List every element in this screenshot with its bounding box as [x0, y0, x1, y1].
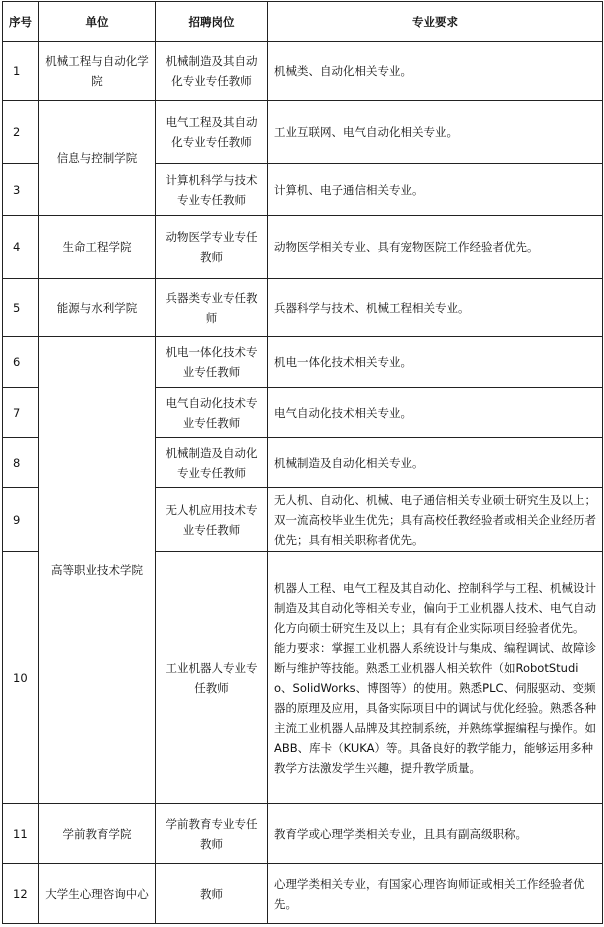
row-no: 12 — [3, 864, 39, 924]
header-requirements: 专业要求 — [268, 2, 603, 42]
table-row — [3, 804, 603, 864]
unit-cell: 生命工程学院 — [39, 216, 156, 279]
unit-cell: 能源与水利学院 — [39, 279, 156, 337]
row-no: 10 — [3, 552, 39, 804]
table-row — [3, 42, 603, 101]
unit-cell: 高等职业技术学院 — [39, 337, 156, 804]
row-no: 5 — [3, 279, 39, 337]
table-row — [3, 101, 603, 164]
post-cell: 机电一体化技术专业专任教师 — [156, 337, 268, 388]
requirement-cell: 机电一体化技术相关专业。 — [268, 337, 603, 388]
unit-cell: 信息与控制学院 — [39, 101, 156, 216]
row-no: 1 — [3, 42, 39, 101]
unit-cell: 机械工程与自动化学院 — [39, 42, 156, 101]
post-cell: 电气自动化技术专业专任教师 — [156, 388, 268, 438]
row-no: 2 — [3, 101, 39, 164]
post-cell: 工业机器人专业专任教师 — [156, 552, 268, 804]
row-no: 3 — [3, 164, 39, 216]
row-no: 11 — [3, 804, 39, 864]
requirement-cell: 无人机、自动化、机械、电子通信相关专业硕士研究生及以上；双一流高校毕业生优先；具有高校任教经验者或相关企业经历者优先；具有相关职称者优先。 — [268, 488, 603, 552]
post-cell: 动物医学专业专任教师 — [156, 216, 268, 279]
unit-cell: 大学生心理咨询中心 — [39, 864, 156, 924]
row-no: 8 — [3, 438, 39, 488]
table-row — [3, 279, 603, 337]
header-post: 招聘岗位 — [156, 2, 268, 42]
row-no: 4 — [3, 216, 39, 279]
row-no: 9 — [3, 488, 39, 552]
unit-cell: 学前教育学院 — [39, 804, 156, 864]
recruitment-table — [2, 1, 603, 924]
requirement-cell: 动物医学相关专业、具有宠物医院工作经验者优先。 — [268, 216, 603, 279]
requirement-cell: 教育学或心理学类相关专业，且具有副高级职称。 — [268, 804, 603, 864]
requirement-cell: 机械类、自动化相关专业。 — [268, 42, 603, 101]
table-row — [3, 864, 603, 924]
requirement-cell: 兵器科学与技术、机械工程相关专业。 — [268, 279, 603, 337]
requirement-cell: 电气自动化技术相关专业。 — [268, 388, 603, 438]
header-no: 序号 — [3, 2, 39, 42]
header-unit: 单位 — [39, 2, 156, 42]
post-cell: 电气工程及其自动化专业专任教师 — [156, 101, 268, 164]
post-cell: 兵器类专业专任教师 — [156, 279, 268, 337]
requirement-paragraph: 机器人工程、电气工程及其自动化、控制科学与工程、机械设计制造及其自动化等相关专业，偏向于工业机器人技术、电气自动化方向硕士研究生及以上；具有有企业实际项目经验者优先。 — [274, 580, 596, 635]
row-no: 6 — [3, 337, 39, 388]
requirement-cell: 计算机、电子通信相关专业。 — [268, 164, 603, 216]
post-cell: 学前教育专业专任教师 — [156, 804, 268, 864]
post-cell: 机械制造及自动化专业专任教师 — [156, 438, 268, 488]
requirement-cell: 工业互联网、电气自动化相关专业。 — [268, 101, 603, 164]
post-cell: 教师 — [156, 864, 268, 924]
ability-requirement-paragraph: 能力要求：掌握工业机器人系统设计与集成、编程调试、故障诊断与维护等技能。熟悉工业机器人相关软件（如RobotStudio、SolidWorks、博图等）的使用。熟悉PLC、伺服驱动、变频器的原理及应用，具备实际项目中的调试与优化经验。熟悉各种主流工业机器人品牌及其控制系统，并熟练掌握编程与操作。如ABB、库卡（KUKA）等。具备良好的教学能力，能够运用多种教学方法激发学生兴趣，提升教学质量。 — [274, 640, 596, 775]
header-row — [3, 2, 603, 42]
row-no: 7 — [3, 388, 39, 438]
requirement-cell: 机械制造及自动化相关专业。 — [268, 438, 603, 488]
requirement-cell — [268, 552, 603, 804]
table-row — [3, 216, 603, 279]
post-cell: 机械制造及其自动化专业专任教师 — [156, 42, 268, 101]
table-row — [3, 337, 603, 388]
requirement-cell: 心理学类相关专业，有国家心理咨询师证或相关工作经验者优先。 — [268, 864, 603, 924]
post-cell: 计算机科学与技术专业专任教师 — [156, 164, 268, 216]
post-cell: 无人机应用技术专业专任教师 — [156, 488, 268, 552]
